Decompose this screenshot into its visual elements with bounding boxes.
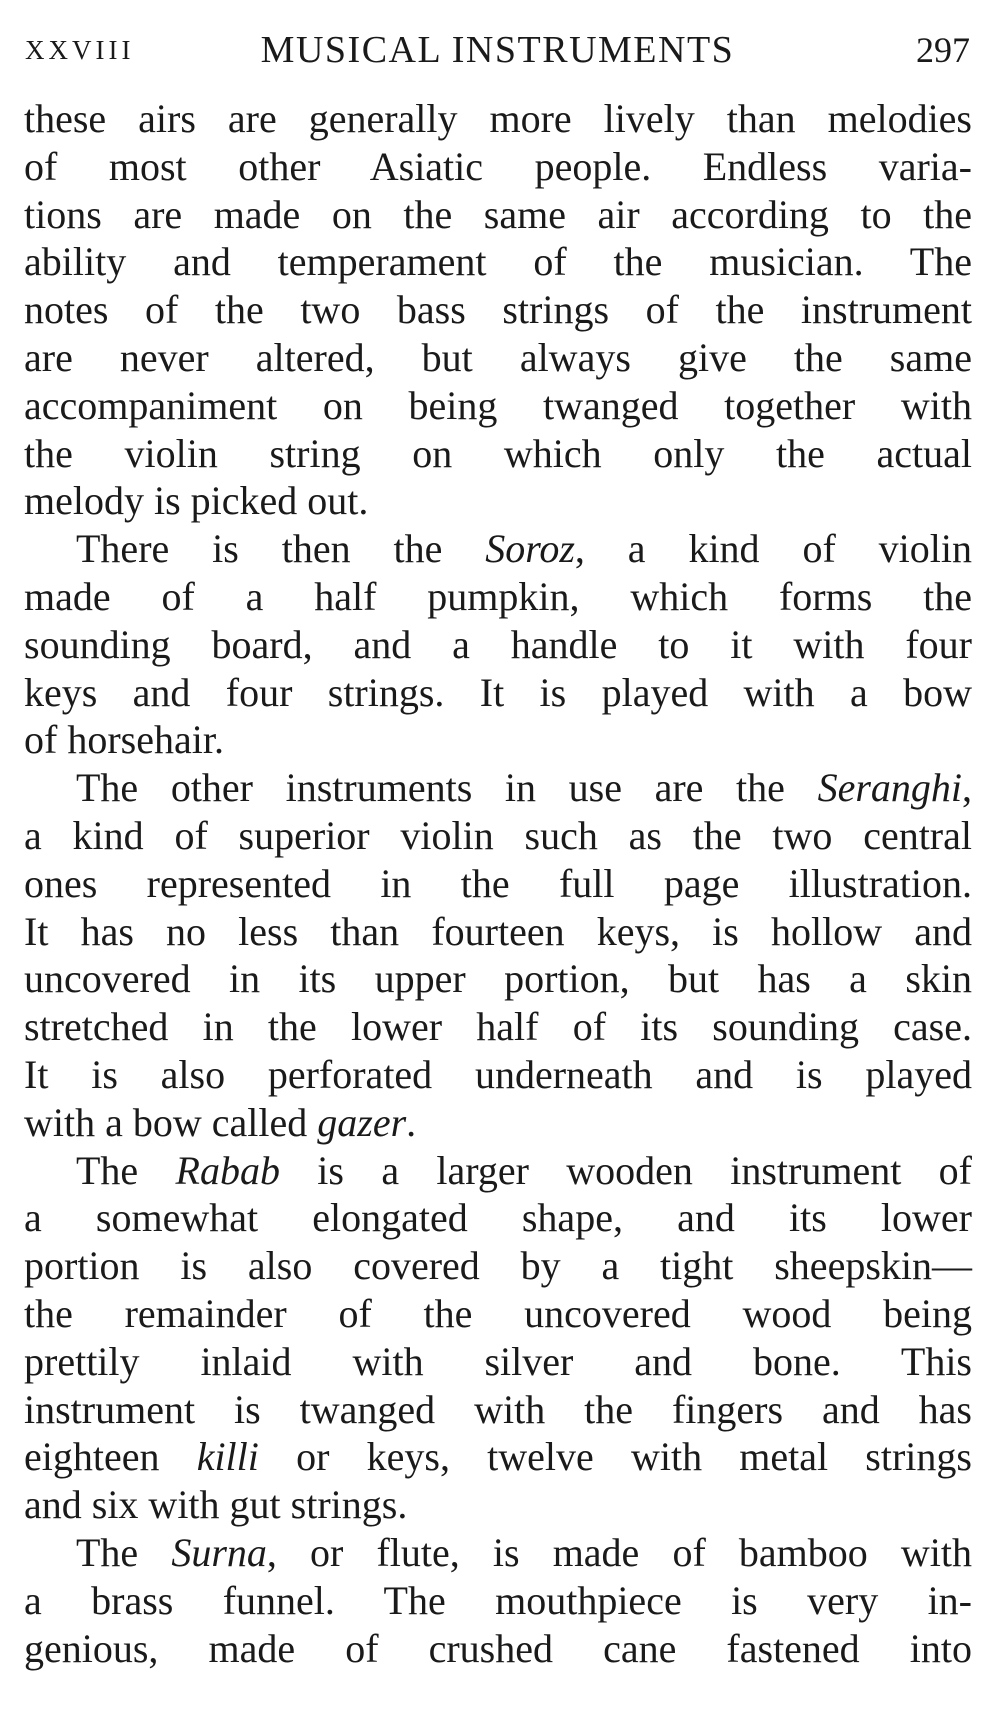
text-line: and six with gut strings. [24,1482,408,1528]
text-line: a brass funnel. The mouthpiece is very in- [24,1577,972,1623]
text-line: tions are made on the same air according to the [24,191,972,237]
text-line: with a bow called gazer. [24,1099,417,1145]
text-line: keys and four strings. It is played with a bow [24,669,972,715]
text-line: There is then the Soroz, a kind of violin [76,526,972,572]
paragraph [24,525,972,764]
text-line: ability and temperament of the musician. The [24,239,972,285]
italic-term: killi [196,1434,259,1480]
text-line: instrument is twanged with the fingers and has [24,1386,972,1432]
text-line: accompaniment on being twanged together with [24,382,972,428]
page-number: 297 [916,30,970,70]
text-line: portion is also covered by a tight sheepskin— [24,1243,972,1289]
text-line: The other instruments in use are the Seranghi, [76,765,972,811]
text-line: It is also perforated underneath and is played [24,1051,972,1097]
running-head [25,20,970,80]
text-line: of most other Asiatic people. Endless varia- [24,143,972,189]
text-line: notes of the two bass strings of the instrument [24,287,972,333]
text-line: melody is picked out. [24,478,369,524]
text-line: these airs are generally more lively than melodies [24,96,972,141]
text-line: of horsehair. [24,717,224,763]
italic-term: Seranghi [817,765,962,811]
chapter-number: XXVIII [25,35,135,65]
paragraph [24,95,972,525]
text-line: a kind of superior violin such as the two central [24,812,972,858]
text-line: the remainder of the uncovered wood being [24,1290,972,1336]
italic-term: Rabab [175,1147,280,1193]
text-line: eighteen killi or keys, twelve with metal strings [24,1434,972,1480]
text-line: uncovered in its upper portion, but has a skin [24,956,972,1002]
text-line: ones represented in the full page illustration. [24,860,972,906]
body-text [24,95,972,1672]
italic-term: Soroz [485,526,575,572]
italic-term: Surna [171,1529,267,1575]
text-line: It has no less than fourteen keys, is hollow and [24,908,972,954]
text-line: stretched in the lower half of its sounding case. [24,1004,972,1050]
text-line: The Surna, or flute, is made of bamboo with [76,1529,972,1575]
text-line: sounding board, and a handle to it with four [24,621,972,667]
text-line: a somewhat elongated shape, and its lower [24,1195,972,1241]
text-line: prettily inlaid with silver and bone. This [24,1338,972,1384]
paragraph [24,764,972,1146]
running-title: MUSICAL INSTRUMENTS [260,29,735,71]
text-line: genious, made of crushed cane fastened into [24,1625,972,1671]
italic-term: gazer [317,1099,407,1145]
text-line: The Rabab is a larger wooden instrument of [76,1147,973,1193]
text-line: are never altered, but always give the same [24,334,972,380]
text-line: the violin string on which only the actual [24,430,972,476]
paragraph [24,1529,972,1672]
text-line: made of a half pumpkin, which forms the [24,573,972,619]
paragraph [24,1147,972,1529]
